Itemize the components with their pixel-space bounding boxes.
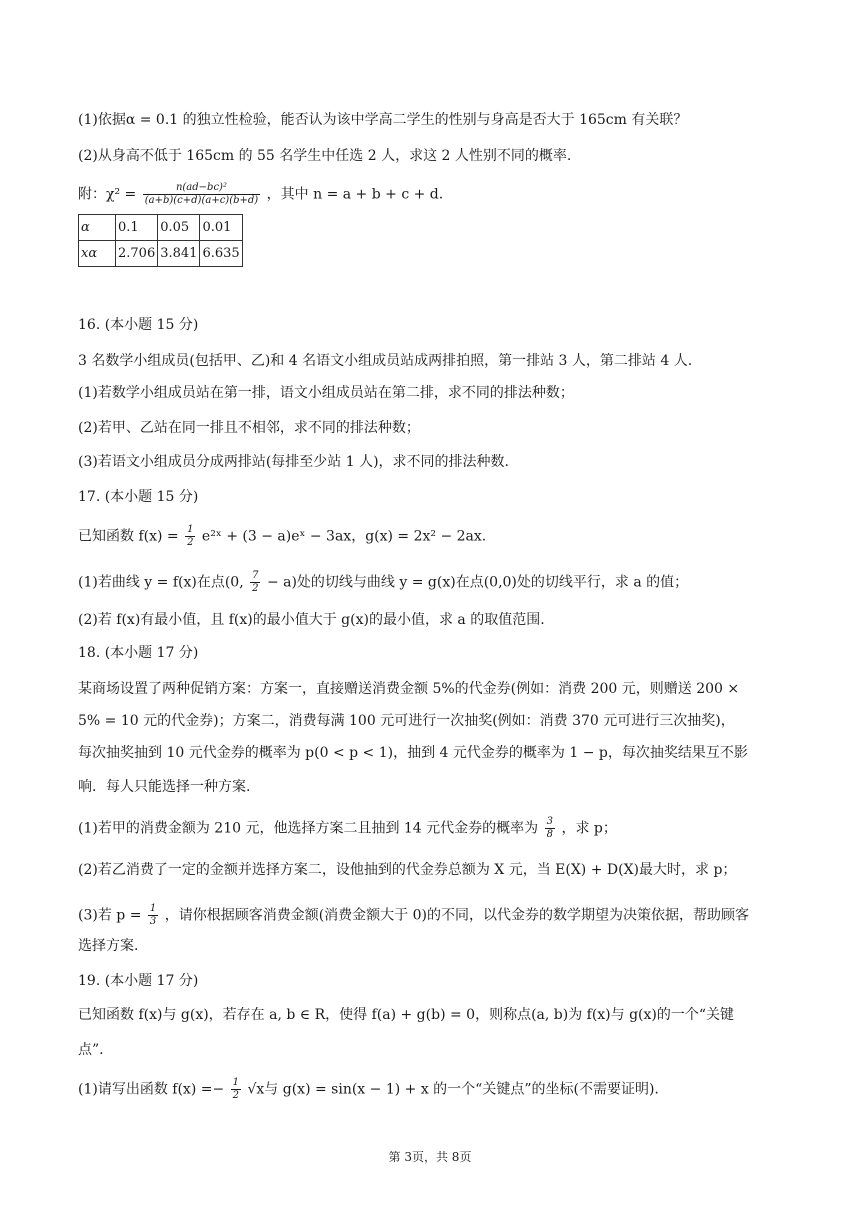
table-row — [79, 215, 243, 241]
frac-numerator: 3 — [546, 816, 553, 827]
frac-numerator: 7 — [252, 570, 259, 581]
q17-part1-fraction — [250, 570, 260, 595]
frac-denominator: 2 — [187, 537, 194, 548]
q19-part1 — [78, 1077, 659, 1102]
frac-numerator: 1 — [187, 524, 194, 535]
q17-stem — [78, 524, 486, 549]
q18-part3-line2: 选择方案. — [78, 938, 139, 954]
q17-part1-pre: (1)若曲线 y = f(x)在点(0, — [78, 574, 244, 591]
frac-denominator: 8 — [546, 829, 553, 840]
table-cell: 2.706 — [116, 241, 158, 267]
q19-stem-line1: 已知函数 f(x)与 g(x)，若存在 a, b ∈ R，使得 f(a) + g(b) = 0，则称点(a, b)为 f(x)与 g(x)的一个“关键 — [78, 1007, 735, 1023]
q16-header: 16. (本小题 15 分) — [78, 317, 199, 333]
q15-appendix — [78, 182, 443, 207]
q17-stem-fraction — [185, 524, 195, 549]
q18-part3-pre: (3)若 p = — [78, 907, 142, 924]
q19-stem-line2: 点”. — [78, 1042, 104, 1058]
frac-denominator: 2 — [252, 583, 259, 594]
q19-header: 19. (本小题 17 分) — [78, 973, 199, 989]
appendix-prefix: 附：χ² = — [78, 186, 137, 203]
frac-numerator: 1 — [232, 1077, 240, 1088]
appendix-suffix: ，其中 n = a + b + c + d. — [266, 186, 444, 203]
q19-part1-fraction — [231, 1077, 241, 1102]
q15-part2: (2)从身高不低于 165cm 的 55 名学生中任选 2 人，求这 2 人性别不同的概率. — [78, 148, 572, 164]
q16-part3: (3)若语文小组成员分成两排站(每排至少站 1 人)，求不同的排法种数. — [78, 454, 510, 470]
chi-square-denominator: (a+b)(c+d)(a+c)(b+d) — [144, 195, 259, 206]
table-cell: xα — [79, 241, 116, 267]
q17-header: 17. (本小题 15 分) — [78, 489, 199, 505]
table-cell: 0.05 — [158, 215, 200, 241]
q18-part3-fraction — [148, 903, 158, 928]
table-cell: 0.01 — [200, 215, 242, 241]
table-cell: α — [79, 215, 116, 241]
q18-part1-fraction — [545, 816, 555, 841]
table-cell: 6.635 — [200, 241, 242, 267]
table-cell: 0.1 — [116, 215, 158, 241]
q19-part1-pre: (1)请写出函数 f(x) =− — [78, 1081, 225, 1098]
q18-stem-line1: 某商场设置了两种促销方案：方案一，直接赠送消费金额 5%的代金券(例如：消费 200 元，则赠送 200 × — [78, 681, 740, 697]
q18-stem-line3: 每次抽奖抽到 10 元代金券的概率为 p(0 < p < 1)，抽到 4 元代金券的概率为 1 − p，每次抽奖结果互不影 — [78, 745, 748, 761]
q18-part1-pre: (1)若甲的消费金额为 210 元，他选择方案二且抽到 14 元代金券的概率为 — [78, 820, 539, 837]
q18-header: 18. (本小题 17 分) — [78, 645, 199, 661]
q18-stem-line2: 5% = 10 元的代金券)；方案二，消费每满 100 元可进行一次抽奖(例如：消费 370 元可进行三次抽奖)， — [78, 713, 735, 729]
q16-part2: (2)若甲、乙站在同一排且不相邻，求不同的排法种数； — [78, 420, 420, 436]
page-footer: 第 3页，共 8页 — [388, 1150, 472, 1164]
q18-part3-post: ，请你根据顾客消费金额(消费金额大于 0)的不同，以代金券的数学期望为决策依据，帮助顾客 — [164, 907, 749, 924]
chi-square-numerator: n(ad−bc)² — [143, 182, 260, 195]
q18-part1 — [78, 816, 617, 841]
q18-part3 — [78, 903, 749, 928]
frac-denominator: 2 — [232, 1090, 240, 1101]
q17-part2: (2)若 f(x)有最小值，且 f(x)的最小值大于 g(x)的最小值，求 a 的取值范围. — [78, 612, 545, 628]
q18-part1-post: ，求 p； — [561, 820, 617, 837]
q17-part1-post: − a)处的切线与曲线 y = g(x)在点(0,0)处的切线平行，求 a 的值； — [266, 574, 689, 591]
frac-denominator: 3 — [149, 916, 157, 927]
q16-part1: (1)若数学小组成员站在第一排，语文小组成员站在第二排，求不同的排法种数； — [78, 385, 574, 401]
q17-stem-pre: 已知函数 f(x) = — [78, 528, 179, 545]
table-cell: 3.841 — [158, 241, 200, 267]
q18-part2: (2)若乙消费了一定的金额并选择方案二，设他抽到的代金券总额为 X 元，当 E(X) + D(X)最大时，求 p； — [78, 862, 737, 878]
q17-stem-post: e²ˣ + (3 − a)eˣ − 3ax，g(x) = 2x² − 2ax. — [201, 528, 487, 545]
q18-stem-line4: 响．每人只能选择一种方案. — [78, 779, 251, 795]
q15-part1: (1)依据α = 0.1 的独立性检验，能否认为该中学高二学生的性别与身高是否大于 165cm 有关联？ — [78, 112, 688, 128]
chi-square-fraction — [143, 182, 260, 207]
critical-value-table — [78, 214, 243, 267]
q19-part1-post: √x与 g(x) = sin(x − 1) + x 的一个“关键点”的坐标(不需要证明). — [247, 1081, 659, 1098]
frac-numerator: 1 — [149, 903, 157, 914]
q16-stem: 3 名数学小组成员(包括甲、乙)和 4 名语文小组成员站成两排拍照，第一排站 3 人，第二排站 4 人. — [78, 353, 693, 369]
table-row — [79, 241, 243, 267]
q17-part1 — [78, 570, 688, 595]
